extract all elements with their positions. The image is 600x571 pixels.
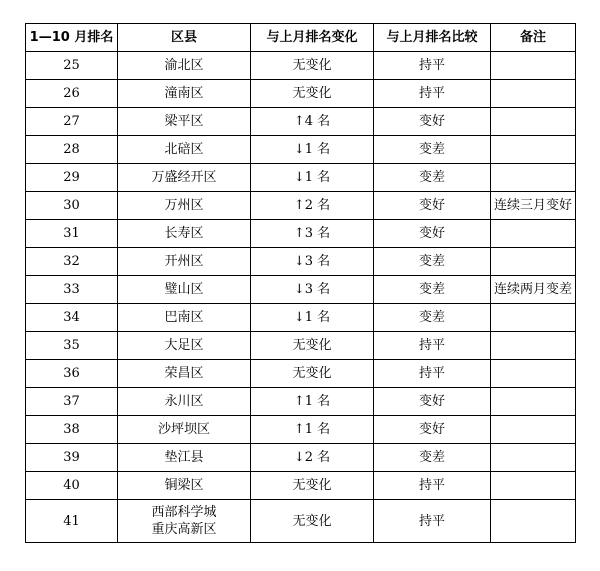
district-cell: 垫江县 [118, 444, 251, 472]
compare-cell: 变差 [374, 164, 491, 192]
table-row [26, 108, 576, 136]
change-cell: 无变化 [251, 500, 374, 543]
rank-cell: 39 [26, 444, 118, 472]
compare-cell: 持平 [374, 500, 491, 543]
table-row [26, 192, 576, 220]
district-cell: 铜梁区 [118, 472, 251, 500]
compare-cell: 持平 [374, 472, 491, 500]
rank-cell: 32 [26, 248, 118, 276]
rank-cell: 41 [26, 500, 118, 543]
rank-cell: 34 [26, 304, 118, 332]
change-cell: ↑2 名 [251, 192, 374, 220]
rank-cell: 31 [26, 220, 118, 248]
note-cell [491, 472, 576, 500]
header-compare: 与上月排名比较 [374, 24, 491, 52]
note-cell [491, 304, 576, 332]
table-row [26, 472, 576, 500]
table-row [26, 136, 576, 164]
compare-cell: 变差 [374, 248, 491, 276]
district-cell: 荣昌区 [118, 360, 251, 388]
change-cell: 无变化 [251, 52, 374, 80]
note-cell [491, 248, 576, 276]
change-cell: ↓3 名 [251, 276, 374, 304]
table-row [26, 276, 576, 304]
district-cell: 巴南区 [118, 304, 251, 332]
note-cell [491, 80, 576, 108]
change-cell: ↓1 名 [251, 136, 374, 164]
rank-cell: 37 [26, 388, 118, 416]
district-line-2: 重庆高新区 [151, 522, 217, 537]
compare-cell: 变好 [374, 416, 491, 444]
table-row [26, 416, 576, 444]
table-row [26, 248, 576, 276]
table-row [26, 52, 576, 80]
change-cell: ↓3 名 [251, 248, 374, 276]
compare-cell: 持平 [374, 332, 491, 360]
table-row [26, 332, 576, 360]
table-row [26, 304, 576, 332]
rank-cell: 30 [26, 192, 118, 220]
district-cell [118, 500, 251, 543]
note-cell [491, 444, 576, 472]
rank-cell: 33 [26, 276, 118, 304]
district-cell: 沙坪坝区 [118, 416, 251, 444]
compare-cell: 持平 [374, 360, 491, 388]
rank-cell: 26 [26, 80, 118, 108]
compare-cell: 变好 [374, 220, 491, 248]
compare-cell: 变好 [374, 192, 491, 220]
table-row [26, 388, 576, 416]
note-cell: 连续三月变好 [491, 192, 576, 220]
change-cell: ↑1 名 [251, 388, 374, 416]
change-cell: 无变化 [251, 80, 374, 108]
change-cell: 无变化 [251, 472, 374, 500]
district-cell: 万盛经开区 [118, 164, 251, 192]
compare-cell: 变差 [374, 136, 491, 164]
header-rank: 1—10 月排名 [26, 24, 118, 52]
note-cell [491, 164, 576, 192]
district-cell: 潼南区 [118, 80, 251, 108]
rank-cell: 38 [26, 416, 118, 444]
district-cell: 渝北区 [118, 52, 251, 80]
note-cell [491, 108, 576, 136]
district-line-1: 西部科学城 [151, 505, 217, 520]
table-row [26, 360, 576, 388]
rank-cell: 36 [26, 360, 118, 388]
compare-cell: 持平 [374, 52, 491, 80]
rank-cell: 29 [26, 164, 118, 192]
table-row [26, 444, 576, 472]
rank-cell: 35 [26, 332, 118, 360]
district-cell: 永川区 [118, 388, 251, 416]
district-cell: 梁平区 [118, 108, 251, 136]
table-row [26, 164, 576, 192]
district-cell: 北碚区 [118, 136, 251, 164]
header-note: 备注 [491, 24, 576, 52]
compare-cell: 变差 [374, 444, 491, 472]
note-cell [491, 360, 576, 388]
header-district: 区县 [118, 24, 251, 52]
rank-cell: 40 [26, 472, 118, 500]
change-cell: ↑3 名 [251, 220, 374, 248]
compare-cell: 变差 [374, 276, 491, 304]
note-cell [491, 416, 576, 444]
change-cell: ↑4 名 [251, 108, 374, 136]
compare-cell: 变差 [374, 304, 491, 332]
change-cell: 无变化 [251, 360, 374, 388]
rank-cell: 28 [26, 136, 118, 164]
change-cell: ↓2 名 [251, 444, 374, 472]
change-cell: ↑1 名 [251, 416, 374, 444]
table-header-row [26, 24, 576, 52]
district-cell: 大足区 [118, 332, 251, 360]
table-row [26, 500, 576, 543]
change-cell: ↓1 名 [251, 304, 374, 332]
table-row [26, 80, 576, 108]
district-cell: 璧山区 [118, 276, 251, 304]
district-cell: 开州区 [118, 248, 251, 276]
district-cell: 长寿区 [118, 220, 251, 248]
note-cell [491, 136, 576, 164]
note-cell [491, 52, 576, 80]
table-row [26, 220, 576, 248]
district-cell: 万州区 [118, 192, 251, 220]
header-change: 与上月排名变化 [251, 24, 374, 52]
compare-cell: 变好 [374, 388, 491, 416]
change-cell: 无变化 [251, 332, 374, 360]
note-cell [491, 388, 576, 416]
rank-cell: 27 [26, 108, 118, 136]
note-cell: 连续两月变差 [491, 276, 576, 304]
rank-cell: 25 [26, 52, 118, 80]
compare-cell: 持平 [374, 80, 491, 108]
note-cell [491, 220, 576, 248]
note-cell [491, 332, 576, 360]
ranking-table [25, 23, 576, 543]
note-cell [491, 500, 576, 543]
compare-cell: 变好 [374, 108, 491, 136]
change-cell: ↓1 名 [251, 164, 374, 192]
